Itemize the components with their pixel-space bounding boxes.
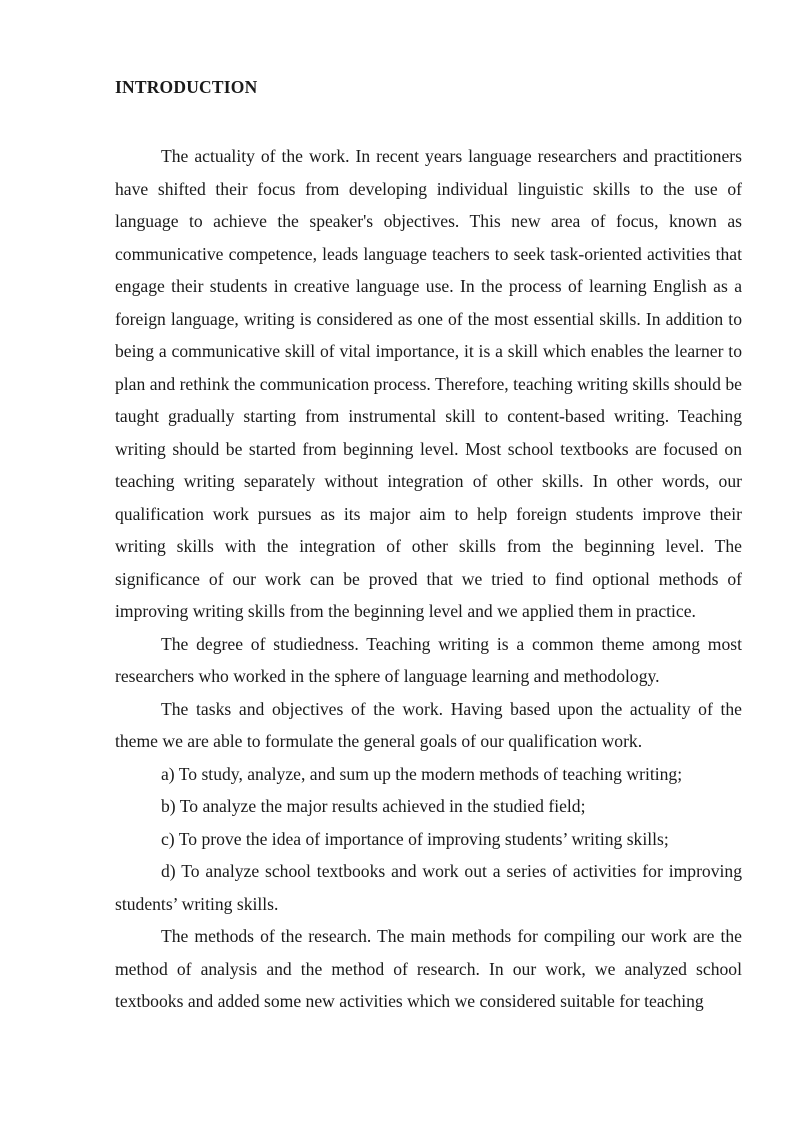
section-heading: INTRODUCTION: [115, 77, 258, 97]
paragraph-actuality: The actuality of the work. In recent years language researchers and practitioners have shifted their focus from developing individual linguistic skills to the use of language to achieve the speaker's objectives. This new area of focus, known as communicative competence, leads language teachers to seek task-oriented activities that engage their students in creative language use. In the process of learning English as a foreign language, writing is considered as one of the most essential skills. In addition to being a communicative skill of vital importance, it is a skill which enables the learner to plan and rethink the communication process. Therefore, teaching writing skills should be taught gradually starting from instrumental skill to content-based writing. Teaching writing should be started from beginning level. Most school textbooks are focused on teaching writing separately without integration of other skills. In other words, our qualification work pursues as its major aim to help foreign students improve their writing skills with the integration of other skills from the beginning level. The significance of our work can be proved that we tried to find optional methods of improving writing skills from the beginning level and we applied them in practice.: [115, 146, 742, 621]
body-text: [115, 140, 742, 1018]
list-item-a: a) To study, analyze, and sum up the modern methods of teaching writing;: [161, 763, 683, 784]
paragraph-methods: The methods of the research. The main methods for compiling our work are the method of analysis and the method of research. In our work, we analyzed school textbooks and added some new activities which we considered suitable for teaching: [115, 926, 742, 1011]
list-item-c: c) To prove the idea of importance of improving students’ writing skills;: [161, 828, 669, 849]
paragraph-tasks: The tasks and objectives of the work. Having based upon the actuality of the theme we are able to formulate the general goals of our qualification work.: [115, 698, 742, 751]
list-item-d: d) To analyze school textbooks and work out a series of activities for improving students’ writing skills.: [115, 861, 742, 914]
list-item-b: b) To analyze the major results achieved in the studied field;: [161, 796, 586, 816]
paragraph-studiedness: The degree of studiedness. Teaching writing is a common theme among most researchers who worked in the sphere of language learning and methodology.: [115, 633, 742, 686]
